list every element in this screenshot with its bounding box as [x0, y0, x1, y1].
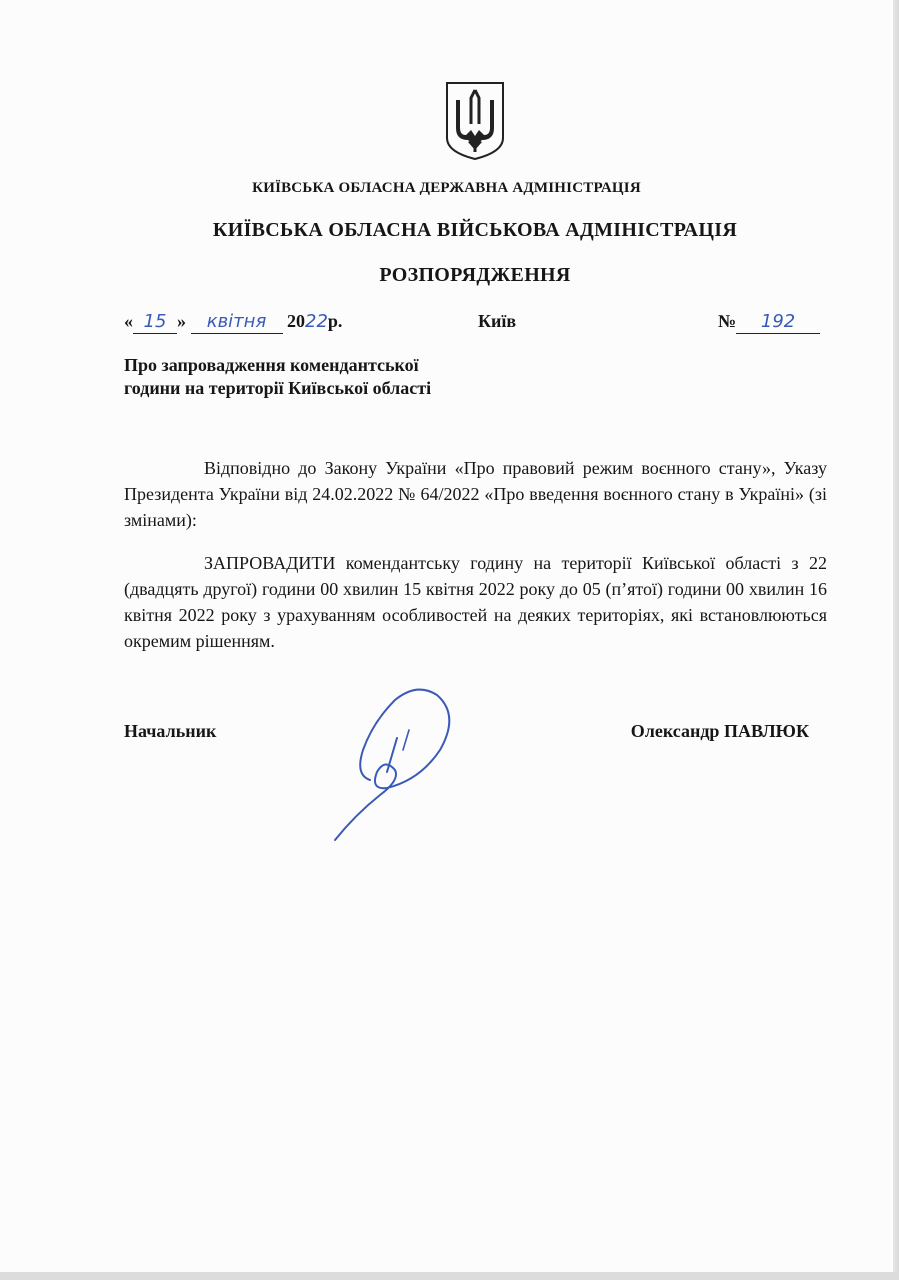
handwritten-signature: [325, 680, 460, 850]
number-label: №: [718, 311, 737, 331]
date-close-quote: »: [177, 311, 186, 331]
document-number: [718, 311, 820, 334]
preamble-paragraph: Відповідно до Закону України «Про правовий режим воєнного стану», Указу Президента України від 24.02.2022 № 64/2022 «Про введення воєнного стану в Україні» (зі змінами):: [124, 458, 827, 530]
date-year-prefix: 20: [287, 311, 305, 331]
signatory-position: Начальник: [124, 721, 217, 741]
document-date: [124, 311, 342, 334]
state-administration-title: КИЇВСЬКА ОБЛАСНА ДЕРЖАВНА АДМІНІСТРАЦІЯ: [252, 180, 641, 196]
number-value: 192: [736, 313, 820, 334]
subject-line-1: Про запровадження комендантської: [124, 355, 419, 375]
coat-of-arms-icon: [444, 80, 506, 162]
date-year-end: р.: [327, 311, 343, 331]
page-edge-shadow: [893, 0, 899, 1280]
document-city: Київ: [478, 311, 517, 331]
document-subject: [124, 354, 544, 400]
date-year-suffix: 22: [305, 311, 328, 332]
document-type-title: РОЗПОРЯДЖЕННЯ: [379, 264, 571, 286]
signatory-name: Олександр ПАВЛЮК: [630, 721, 809, 741]
page-bottom-shade: [0, 1272, 899, 1280]
order-paragraph: ЗАПРОВАДИТИ комендантську годину на території Київської області з 22 (двадцять другої) години 00 хвилин 15 квітня 2022 року до 05 (п’ятої) години 00 хвилин 16 квітня 2022 року з урахуванням особливостей на деяких територіях, які встановлюються окремим рішенням.: [124, 553, 827, 651]
date-open-quote: «: [124, 311, 133, 331]
subject-line-2: години на території Київської області: [124, 378, 432, 398]
military-administration-title: КИЇВСЬКА ОБЛАСНА ВІЙСЬКОВА АДМІНІСТРАЦІЯ: [212, 219, 738, 241]
date-month: квітня: [191, 313, 283, 334]
date-day: 15: [133, 313, 177, 334]
